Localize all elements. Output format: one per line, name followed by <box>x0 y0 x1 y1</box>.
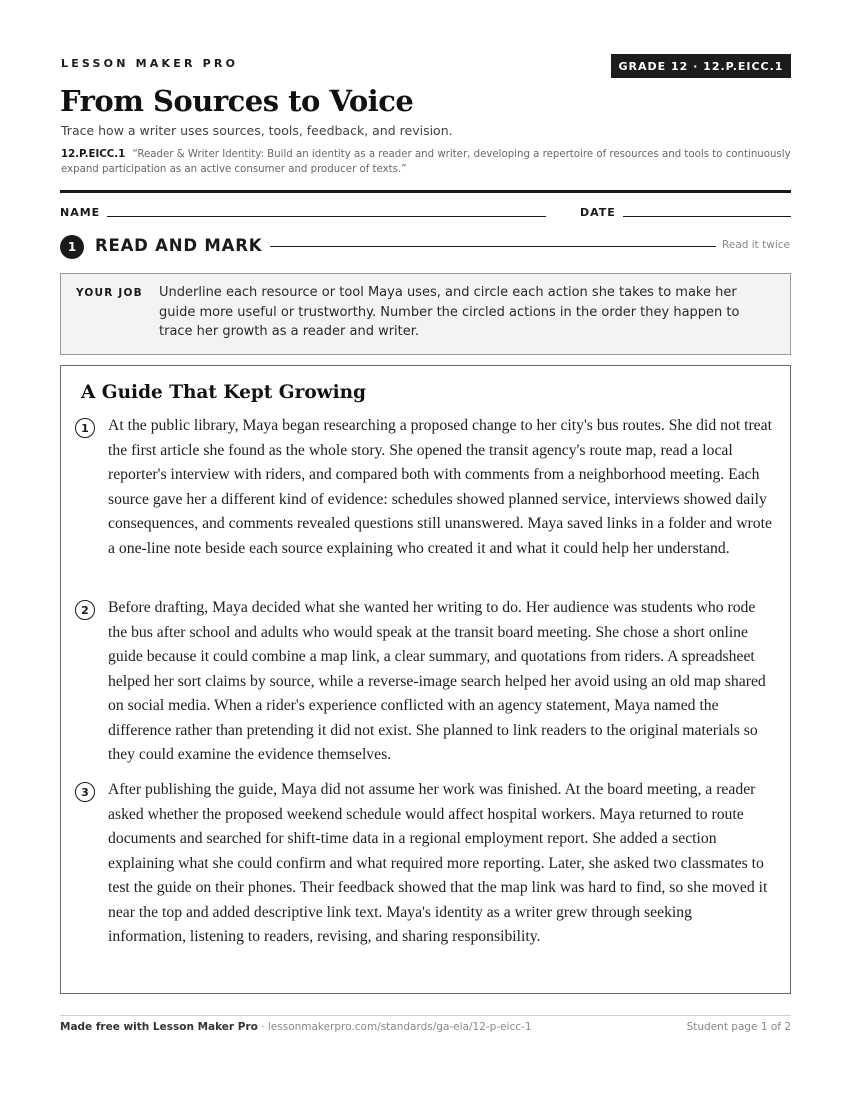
footer-divider <box>60 1015 791 1016</box>
paragraph-number: 2 <box>75 600 95 620</box>
footer-separator: · <box>257 1021 268 1033</box>
page-subtitle: Trace how a writer uses sources, tools, feedback, and revision. <box>61 123 453 138</box>
brand-name: LESSON MAKER PRO <box>61 57 239 70</box>
footer-page: Student page 1 of 2 <box>686 1021 791 1033</box>
standard-text: “Reader & Writer Identity: Build an identity as a reader and writer, developing a repertoire of resources and tools to continuously expand participation as an active consumer and producer of texts.” <box>61 149 791 175</box>
grade-badge: GRADE 12 · 12.P.EICC.1 <box>611 54 791 78</box>
date-line <box>623 216 791 217</box>
paragraph-number: 1 <box>75 418 95 438</box>
footer-credit <box>60 1021 532 1033</box>
date-label: DATE <box>580 206 616 219</box>
passage-title: A Guide That Kept Growing <box>81 382 366 403</box>
page-title: From Sources to Voice <box>60 84 414 118</box>
section-note: Read it twice <box>722 239 790 251</box>
paragraph-number: 3 <box>75 782 95 802</box>
passage-box <box>60 365 791 994</box>
name-line <box>107 216 546 217</box>
paragraph-text: After publishing the guide, Maya did not assume her work was finished. At the board meeting, a reader asked whether the proposed weekend schedule would affect hospital workers. Maya returned to route documents and searched for shift-time data in a regional employment report. She added a section explaining what she could confirm and what required more reporting. Later, she asked two classmates to test the guide on their phones. Their feedback showed that the map link was hard to find, so she moved it near the top and added descriptive link text. Maya's identity as a writer grew through seeking information, listening to readers, revising, and sharing responsibility. <box>108 781 768 945</box>
footer-url[interactable]: lessonmakerpro.com/standards/ga-ela/12-p-eicc-1 <box>267 1021 532 1033</box>
job-text: Underline each resource or tool Maya uses, and circle each action she takes to make her guide more useful or trustworthy. Number the circled actions in the order they happen to trace her growth as a reader and writer. <box>159 285 740 339</box>
standard-code: 12.P.EICC.1 <box>61 149 126 160</box>
name-label: NAME <box>60 206 101 219</box>
standard-statement <box>61 147 791 177</box>
section-number: 1 <box>60 235 84 259</box>
job-label: YOUR JOB <box>76 287 143 299</box>
job-box <box>60 273 791 355</box>
paragraph-text: At the public library, Maya began researching a proposed change to her city's bus routes. She did not treat the first article she found as the whole story. She opened the transit agency's route map, read a local reporter's interview with riders, and compared both with comments from a neighborhood meeting. Each source gave her a different kind of evidence: schedules showed planned service, interviews showed daily consequences, and comments revealed questions still unanswered. Maya saved links in a folder and wrote a one-line note beside each source explaining who created it and what it could help her understand. <box>108 417 772 557</box>
header-divider <box>60 190 791 193</box>
paragraph-text: Before drafting, Maya decided what she wanted her writing to do. Her audience was students who rode the bus after school and adults who would speak at the transit board meeting. She chose a short online guide because it could combine a map link, a clear summary, and quotations from riders. A spreadsheet helped her sort claims by source, while a reverse-image search helped her avoid using an old map shared on social media. When a rider's experience conflicted with an agency statement, Maya named the difference rather than pretending it did not exist. She planned to link readers to the original materials so they could examine the evidence themselves. <box>108 599 766 763</box>
section-title: READ AND MARK <box>95 236 263 255</box>
section-divider <box>270 246 716 247</box>
footer-made-with: Made free with Lesson Maker Pro <box>60 1021 258 1033</box>
